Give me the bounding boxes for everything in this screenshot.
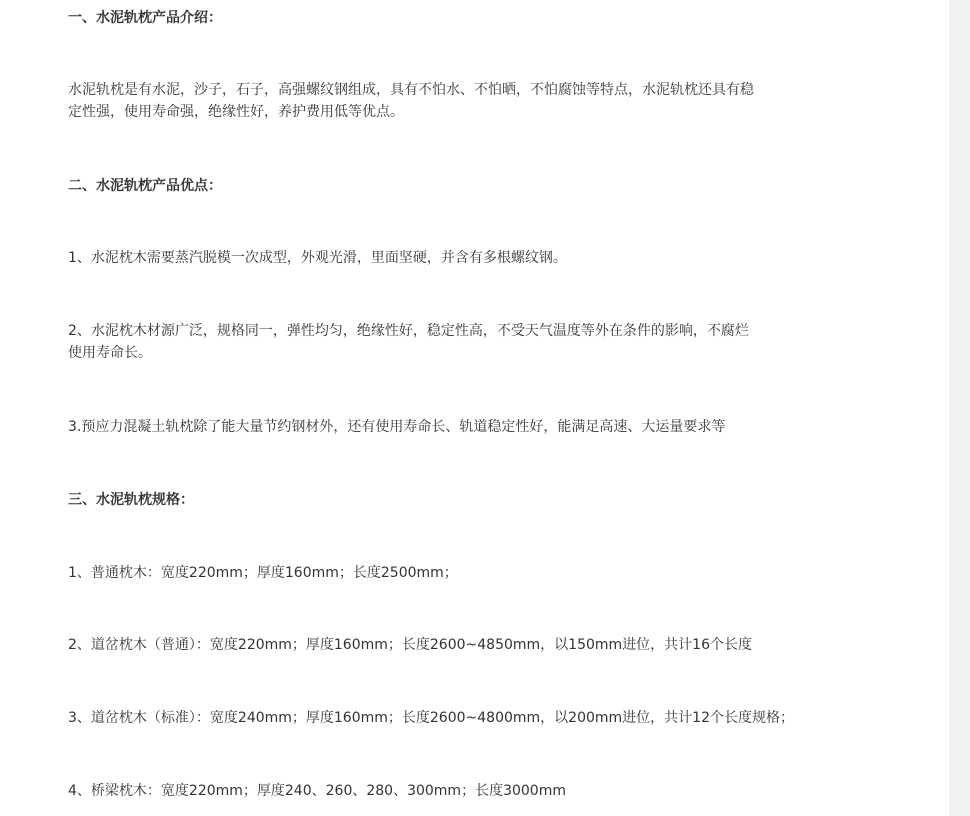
spec-item-1: 1、普通枕木：宽度220mm；厚度160mm；长度2500mm； (68, 565, 458, 581)
spec-item-3: 3、道岔枕木（标准）：宽度240mm；厚度160mm；长度2600~4800mm，以200mm进位，共计12个长度规格； (68, 710, 794, 726)
advantage-item-2 (68, 320, 868, 364)
advantage-item-2-line2: 使用寿命长。 (68, 345, 152, 361)
advantage-item-2-line1: 2、水泥枕木材源广泛，规格同一，弹性均匀，绝缘性好，稳定性高，不受天气温度等外在条件的影响，不腐烂 (68, 323, 749, 339)
intro-paragraph-line2: 定性强，使用寿命强，绝缘性好，养护费用低等优点。 (68, 104, 404, 120)
right-gutter (949, 0, 970, 816)
intro-paragraph-line1: 水泥轨枕是有水泥，沙子，石子，高强螺纹钢组成，具有不怕水、不怕晒，不怕腐蚀等特点，水泥轨枕还具有稳 (68, 82, 754, 98)
advantage-item-1: 1、水泥枕木需要蒸汽脱模一次成型，外观光滑，里面坚硬，并含有多根螺纹钢。 (68, 250, 567, 266)
section-heading-intro: 一、水泥轨枕产品介绍： (68, 10, 222, 26)
advantage-item-3: 3.预应力混凝土轨枕除了能大量节约钢材外，还有使用寿命长、轨道稳定性好，能满足高速、大运量要求等 (68, 419, 726, 435)
intro-paragraph (68, 79, 868, 123)
spec-item-4: 4、桥梁枕木：宽度220mm；厚度240、260、280、300mm；长度3000mm (68, 783, 566, 799)
spec-item-2: 2、道岔枕木（普通）：宽度220mm；厚度160mm；长度2600~4850mm，以150mm进位，共计16个长度 (68, 637, 752, 653)
section-heading-advantages: 二、水泥轨枕产品优点： (68, 178, 222, 194)
section-heading-specs: 三、水泥轨枕规格： (68, 492, 194, 508)
